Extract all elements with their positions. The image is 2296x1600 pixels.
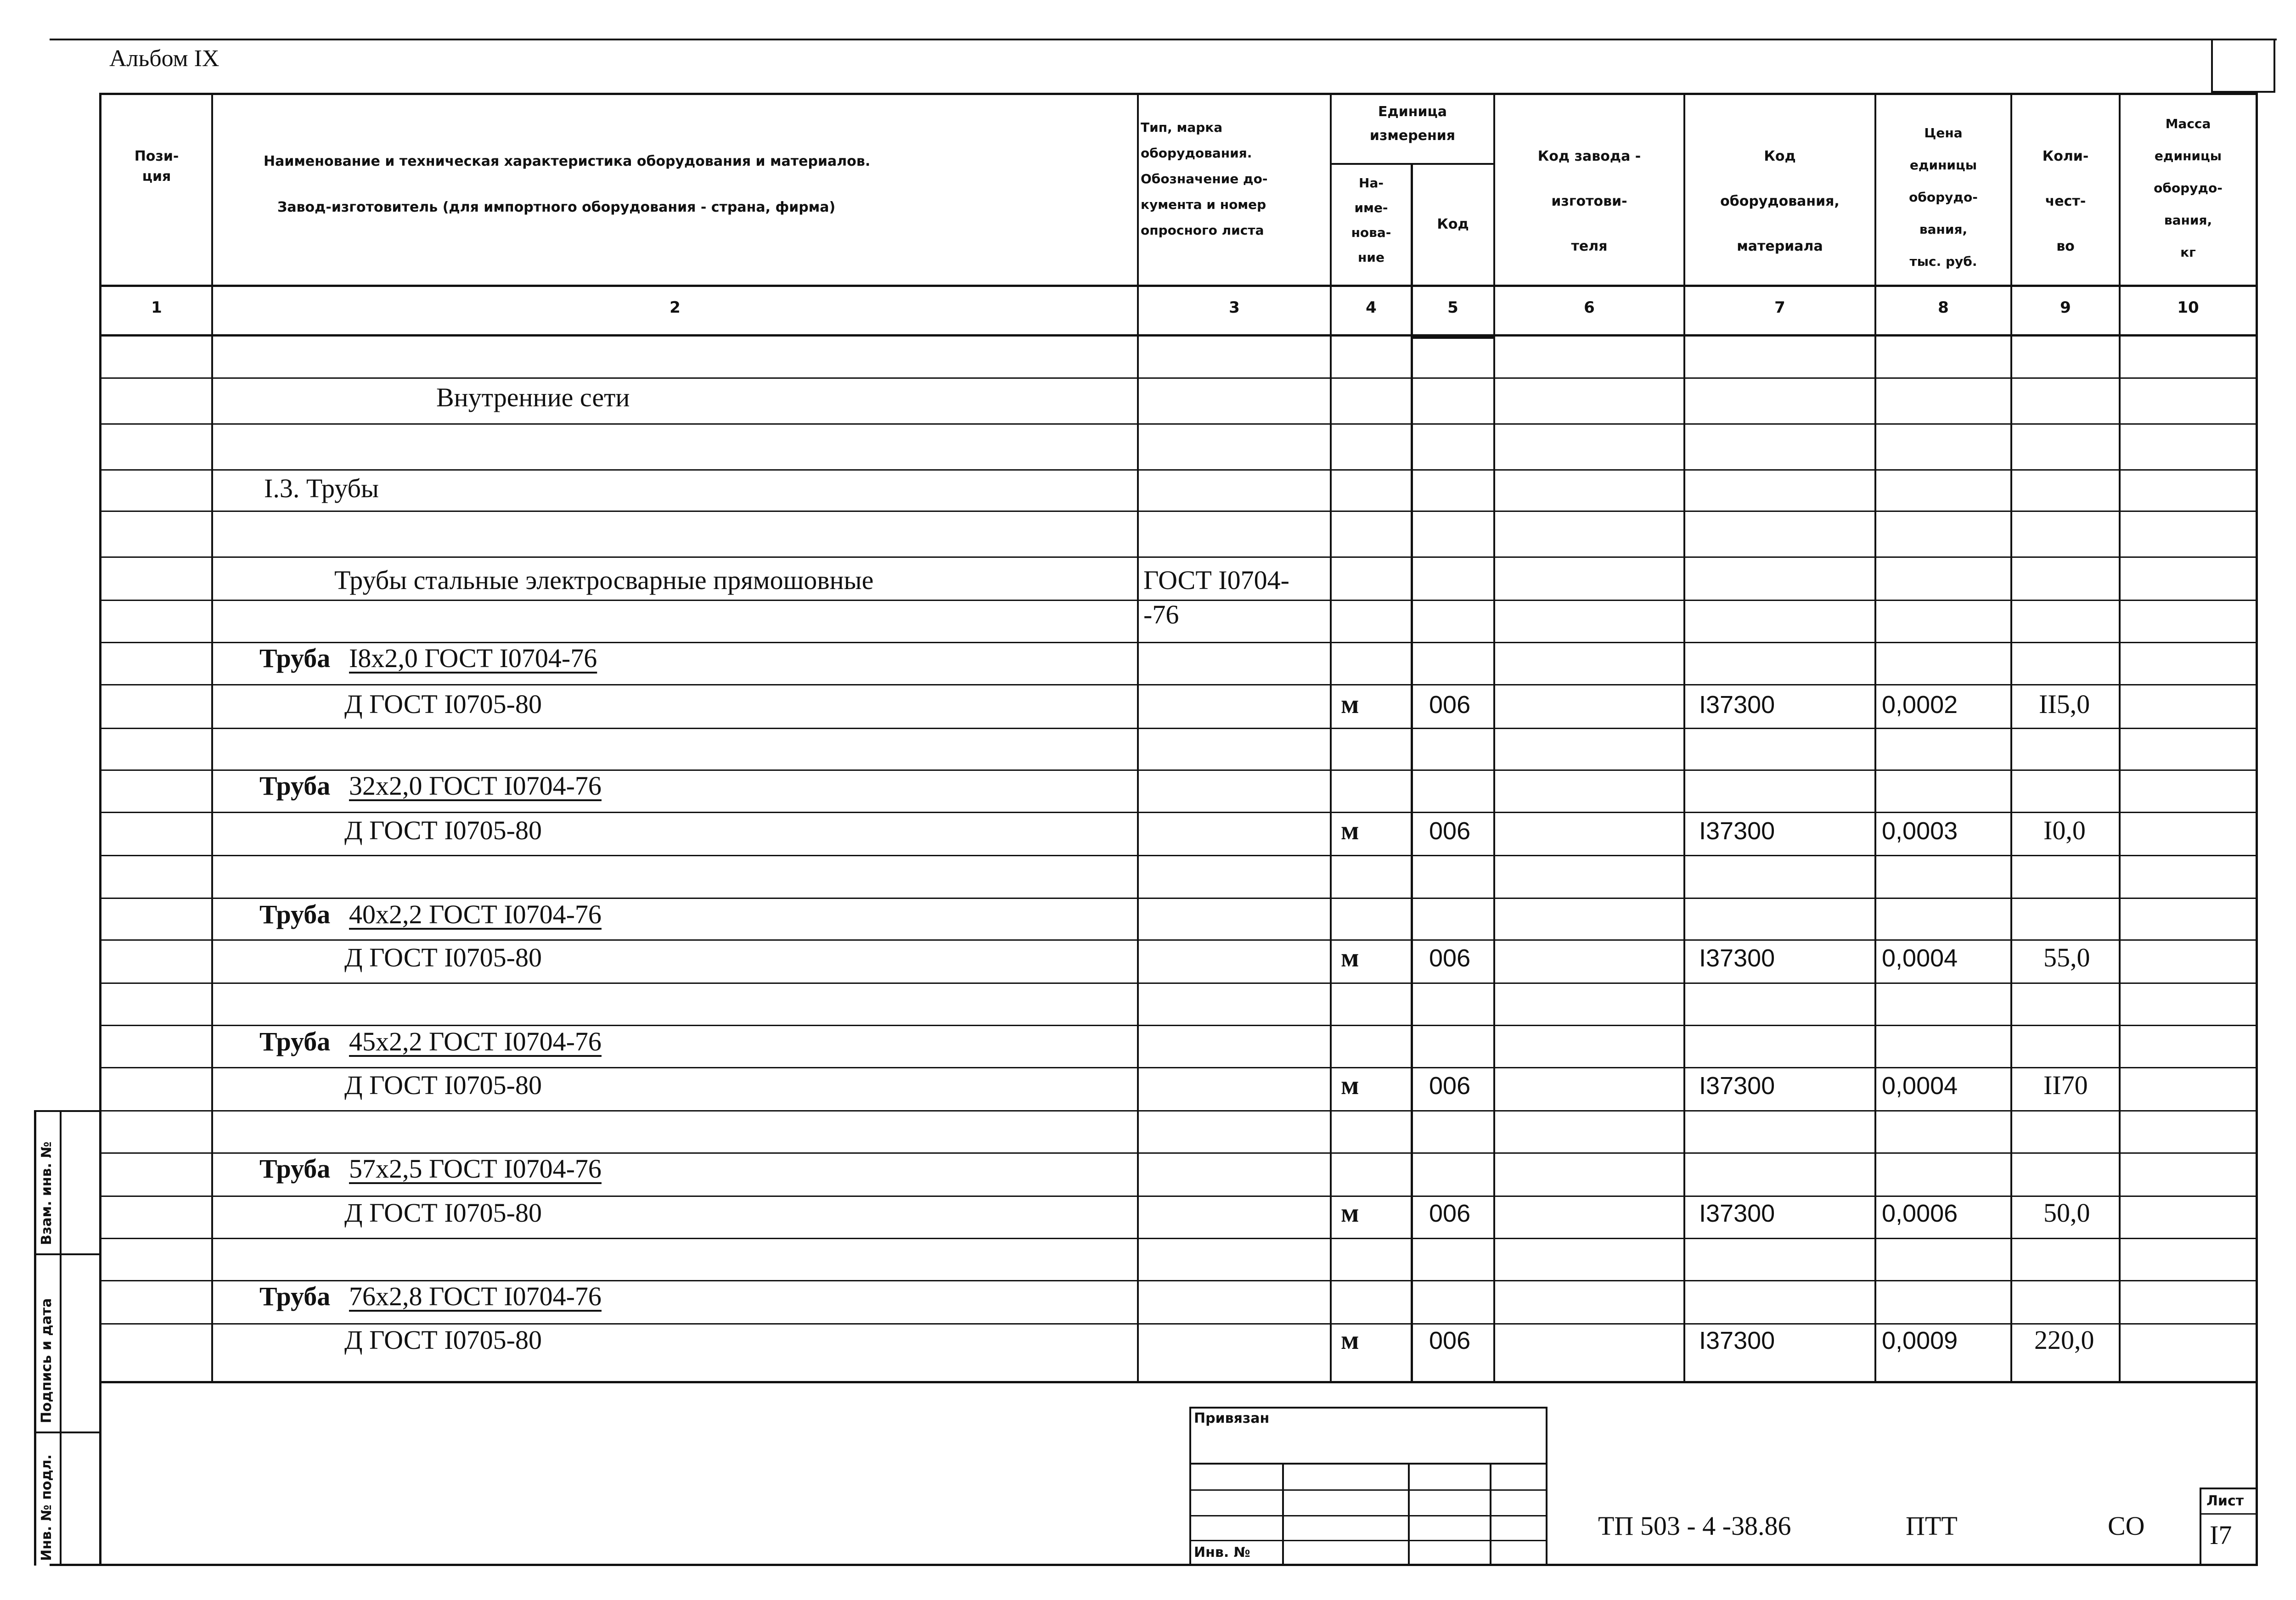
stamp-rule <box>1189 1463 1548 1465</box>
inventory-label: Инв. № <box>1194 1544 1250 1561</box>
row-line <box>99 982 2257 984</box>
col-number-7: 7 <box>1774 298 1785 317</box>
stamp-rule <box>1189 1489 1548 1491</box>
row-line <box>99 1067 2257 1068</box>
item-price: 0,0006 <box>1882 1200 1958 1227</box>
row-line <box>99 939 2257 941</box>
item-unit-code: 006 <box>1429 817 1471 845</box>
row-line <box>99 1238 2257 1239</box>
unit-header-rule <box>1330 163 1493 165</box>
document-code: ТП 503 - 4 -38.86 <box>1598 1511 1791 1541</box>
item-price: 0,0004 <box>1882 1072 1958 1100</box>
item-spec: 57x2,5 ГОСТ I0704-76 <box>349 1154 602 1184</box>
sheet-box-rule <box>2200 1513 2257 1515</box>
header-quantity: Коли- чест- во <box>2042 148 2089 254</box>
item-prefix: Труба <box>259 899 331 929</box>
col-div-8 <box>2010 93 2012 1382</box>
album-label: Альбом IX <box>109 45 219 72</box>
header-maker-code: Код завода - изготови- теля <box>1537 148 1641 254</box>
item-material-code: I37300 <box>1699 1327 1775 1354</box>
row-line <box>99 855 2257 856</box>
col-div-4 <box>1411 163 1413 1382</box>
item-spec: 32x2,0 ГОСТ I0704-76 <box>349 771 602 801</box>
group-standard: ГОСТ I0704- <box>1143 565 1289 595</box>
row-line <box>99 511 2257 512</box>
item-price: 0,0004 <box>1882 944 1958 972</box>
subsection-title: I.3. Трубы <box>264 473 379 503</box>
col-div-9 <box>2119 93 2121 1382</box>
top-corner-box <box>2211 39 2275 93</box>
row-line <box>99 812 2257 813</box>
item-standard: Д ГОСТ I0705-80 <box>344 1070 542 1100</box>
stamp-rule <box>1189 1515 1548 1516</box>
row-line <box>99 556 2257 558</box>
row-line <box>99 1110 2257 1112</box>
side-stamp-div1 <box>34 1253 101 1255</box>
item-material-code: I37300 <box>1699 1072 1775 1100</box>
section-title: Внутренние сети <box>436 382 630 412</box>
item-price: 0,0003 <box>1882 817 1958 845</box>
item-quantity: II70 <box>2043 1070 2088 1100</box>
item-prefix: Труба <box>259 643 331 673</box>
colnum-rule <box>99 334 2257 337</box>
item-material-code: I37300 <box>1699 1200 1775 1227</box>
table-end-rule <box>99 1381 2257 1383</box>
stamp-col <box>1408 1463 1410 1566</box>
stamp-col <box>1282 1463 1284 1566</box>
document-part: СО <box>2108 1511 2145 1541</box>
item-unit: м <box>1341 815 1359 845</box>
item-standard: Д ГОСТ I0705-80 <box>344 815 542 845</box>
header-unit-code: Код <box>1437 216 1469 232</box>
item-prefix: Труба <box>259 771 331 801</box>
col-number-2: 2 <box>670 298 681 317</box>
item-unit: м <box>1341 1325 1359 1355</box>
header-unit-name: На- име- нова- ние <box>1351 175 1391 265</box>
item-prefix: Труба <box>259 1027 331 1056</box>
col-number-4: 4 <box>1366 298 1377 317</box>
col-number-9: 9 <box>2060 298 2071 317</box>
col-div-7 <box>1874 93 1876 1382</box>
item-prefix: Труба <box>259 1281 331 1311</box>
row-line <box>99 728 2257 729</box>
header-price: Цена единицы оборудо- вания, тыс. руб. <box>1909 125 1978 269</box>
col-number-3: 3 <box>1229 298 1240 317</box>
document-section: ПТТ <box>1906 1511 1958 1541</box>
col-number-6: 6 <box>1584 298 1595 317</box>
group-title: Трубы стальные электросварные прямошовные <box>334 565 874 595</box>
col-number-8: 8 <box>1938 298 1949 317</box>
group-standard-year: -76 <box>1143 600 1179 629</box>
item-quantity: I0,0 <box>2043 815 2086 845</box>
item-price: 0,0002 <box>1882 691 1958 719</box>
binding-label: Привязан <box>1194 1410 1270 1426</box>
side-stamp-top <box>34 1110 101 1112</box>
item-unit-code: 006 <box>1429 691 1471 719</box>
item-unit-code: 006 <box>1429 1327 1471 1354</box>
item-unit: м <box>1341 1070 1359 1100</box>
side-stamp-left <box>34 1110 36 1566</box>
item-standard: Д ГОСТ I0705-80 <box>344 1198 542 1228</box>
table-left-border <box>99 93 101 1566</box>
table-right-border <box>2256 93 2258 1566</box>
col-number-1: 1 <box>151 298 162 317</box>
col-number-5: 5 <box>1447 298 1458 317</box>
header-rule <box>99 285 2257 287</box>
col-div-2 <box>1137 93 1139 1382</box>
side-label-inventory: Инв. № подл. <box>39 1454 55 1561</box>
item-material-code: I37300 <box>1699 944 1775 972</box>
row-line <box>99 423 2257 425</box>
item-unit: м <box>1341 689 1359 719</box>
item-unit: м <box>1341 1198 1359 1228</box>
item-spec: I8x2,0 ГОСТ I0704-76 <box>349 643 597 673</box>
top-rule <box>50 39 2277 40</box>
item-quantity: 50,0 <box>2043 1198 2090 1228</box>
item-material-code: I37300 <box>1699 817 1775 845</box>
item-standard: Д ГОСТ I0705-80 <box>344 689 542 719</box>
col-div-6 <box>1683 93 1685 1382</box>
header-type: Тип, марка оборудования. Обозначение до- кумента и номер опросного листа <box>1141 120 1268 238</box>
item-spec: 76x2,8 ГОСТ I0704-76 <box>349 1281 602 1311</box>
header-position: Пози- ция <box>134 148 179 185</box>
row-line <box>99 1196 2257 1197</box>
row-line <box>99 684 2257 685</box>
binding-stamp <box>1189 1407 1548 1566</box>
item-spec: 45x2,2 ГОСТ I0704-76 <box>349 1027 602 1056</box>
item-unit-code: 006 <box>1429 1072 1471 1100</box>
header-name: Наименование и техническая характеристика оборудования и материалов. Завод-изготовитель (для импортного оборудования - страна, фирма) <box>264 153 871 215</box>
item-price: 0,0009 <box>1882 1327 1958 1354</box>
item-spec: 40x2,2 ГОСТ I0704-76 <box>349 899 602 929</box>
sheet-label: Лист <box>2206 1493 2244 1509</box>
header-unit: Единица измерения <box>1369 104 1456 144</box>
item-unit: м <box>1341 943 1359 972</box>
header-mass: Масса единицы оборудо- вания, кг <box>2154 116 2223 260</box>
stamp-col <box>1490 1463 1491 1566</box>
sheet-number: I7 <box>2210 1520 2232 1550</box>
side-label-signature: Подпись и дата <box>39 1298 55 1423</box>
item-unit-code: 006 <box>1429 1200 1471 1227</box>
row-line <box>99 469 2257 471</box>
table-top-border <box>99 93 2257 95</box>
item-standard: Д ГОСТ I0705-80 <box>344 943 542 972</box>
col5-bold-top <box>1411 336 1493 339</box>
page-bottom-border <box>50 1564 2258 1566</box>
item-quantity: 55,0 <box>2043 943 2090 972</box>
item-prefix: Труба <box>259 1154 331 1184</box>
header-material-code: Код оборудования, материала <box>1720 148 1840 254</box>
col-number-10: 10 <box>2177 298 2199 317</box>
item-unit-code: 006 <box>1429 944 1471 972</box>
side-stamp-mid <box>60 1110 62 1566</box>
item-quantity: 220,0 <box>2034 1325 2094 1355</box>
item-material-code: I37300 <box>1699 691 1775 719</box>
item-quantity: II5,0 <box>2039 689 2090 719</box>
item-standard: Д ГОСТ I0705-80 <box>344 1325 542 1355</box>
col-div-3 <box>1330 93 1332 1382</box>
col-div-1 <box>211 93 213 1382</box>
col-div-5 <box>1493 93 1495 1382</box>
stamp-rule <box>1189 1540 1548 1541</box>
side-stamp-div2 <box>34 1432 101 1433</box>
row-line <box>99 377 2257 379</box>
side-label-replacement: Взам. инв. № <box>39 1141 55 1245</box>
